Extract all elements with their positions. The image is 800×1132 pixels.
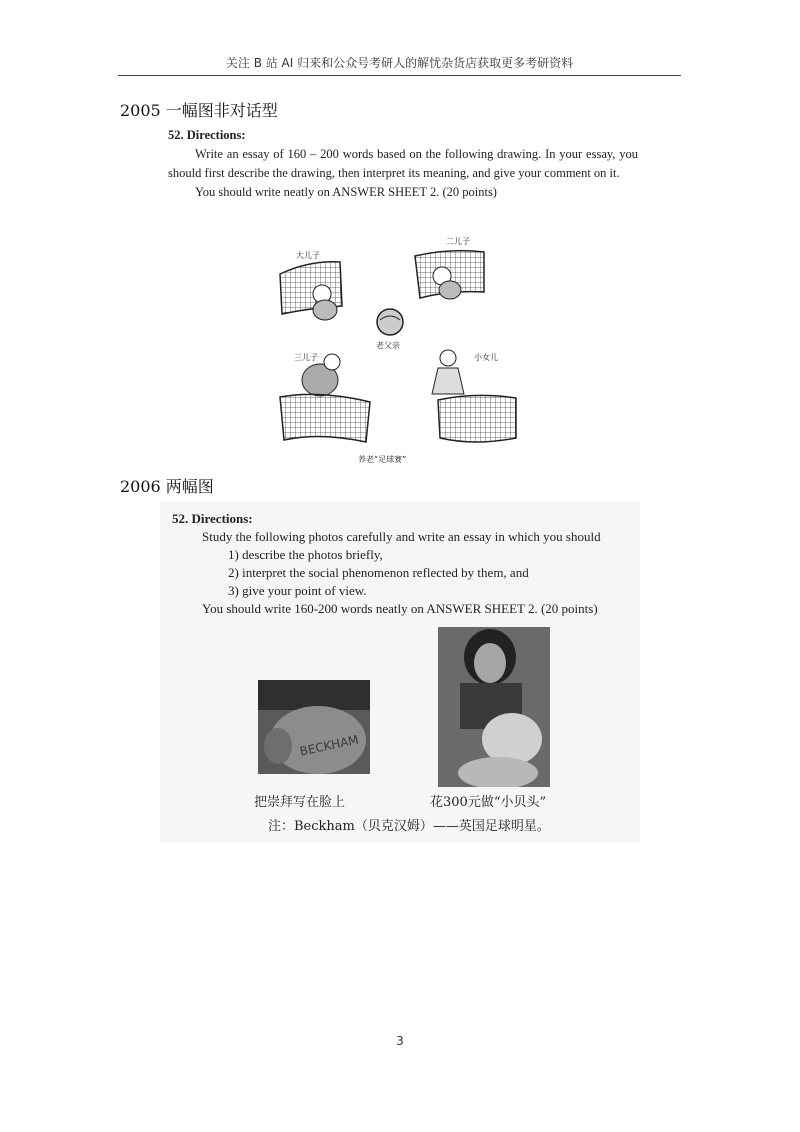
directions-intro-2006: Study the following photos carefully and write an essay in which you should [202,529,601,544]
directions-item-1: 1) describe the photos briefly, [228,547,383,562]
label-second-son: 二儿子 [446,237,470,246]
directions-item-2: 2) interpret the social phenomenon reflected by them, and [228,565,529,580]
caption-right: 花300元做“小贝头” [430,795,547,810]
label-father: 老父亲 [376,341,400,350]
drawing-caption: 养老“足球赛” [358,455,407,464]
photo-face-text: BECKHAM [298,732,360,759]
directions-paragraph-2-2005: You should write neatly on ANSWER SHEET 2. (20 points) [195,185,497,199]
goal-top-right-icon [415,251,484,299]
directions-2006 [172,510,642,618]
directions-2005 [168,126,638,202]
header-rule [118,75,681,76]
old-father-ball-icon [377,309,403,335]
label-daughter: 小女儿 [474,353,498,362]
section-title-2006: 2006 两幅图 [120,477,214,496]
directions-item-3: 3) give your point of view. [228,583,367,598]
label-third-son: 三儿子 [294,353,318,362]
cartoon-football-drawing [270,232,526,468]
directions-closing-2006: You should write 160-200 words neatly on ANSWER SHEET 2. (20 points) [202,601,598,616]
label-eldest-son: 大儿子 [296,251,320,260]
directions-heading-2006: 52. Directions: [172,511,253,526]
page-header: 关注 B 站 AI 归来和公众号考研人的解忧杂货店获取更多考研资料 [225,56,574,70]
page-number: 3 [396,1034,404,1048]
caption-left: 把崇拜写在脸上 [254,795,346,810]
photo-haircut [438,627,550,787]
photo-face-writing [258,680,370,774]
directions-paragraph-1-2005: Write an essay of 160 – 200 words based on the following drawing. In your essay, you should first describe the drawing, then interpret its meaning, and give your comment on it. [168,147,638,180]
directions-heading-2005: 52. Directions: [168,128,246,142]
section-title-2005: 2005 一幅图非对话型 [120,101,278,120]
caption-note: 注：Beckham（贝克汉姆）——英国足球明星。 [268,819,550,834]
